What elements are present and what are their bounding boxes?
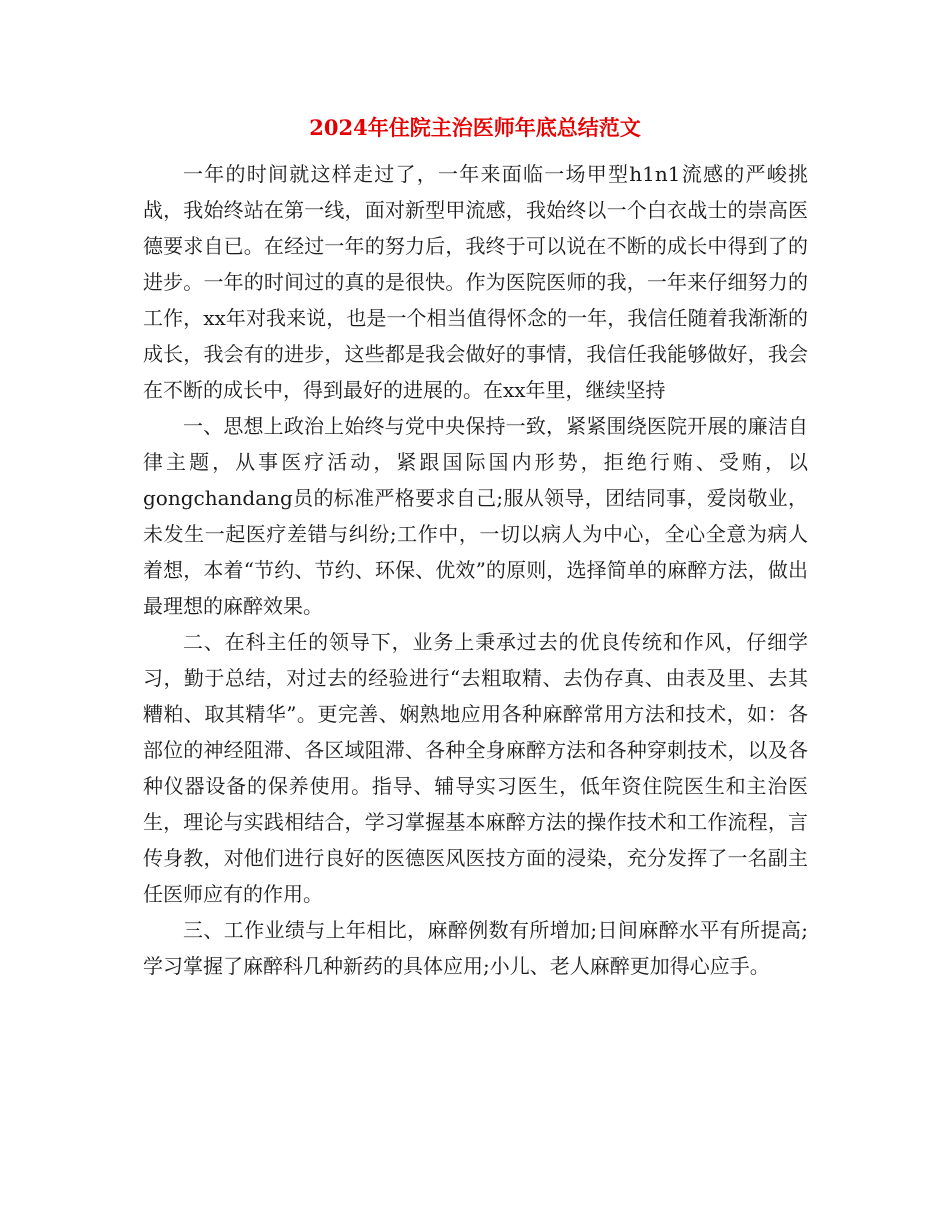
paragraph-intro: 一年的时间就这样走过了，一年来面临一场甲型h1n1流感的严峻挑战，我始终站在第一线，面对新型甲流感，我始终以一个白衣战士的崇高医德要求自已。在经过一年的努力后，我终于可以说在不断的成长中得到了的进步。一年的时间过的真的是很快。作为医院医师的我，一年来仔细努力的工作，xx年对我来说，也是一个相当值得怀念的一年，我信任随着我渐渐的成长，我会有的进步，这些都是我会做好的事情，我信任我能够做好，我会在不断的成长中，得到最好的进展的。在xx年里，继续坚持 bbox=[143, 162, 808, 402]
paragraph-section-three: 三、工作业绩与上年相比，麻醉例数有所增加;日间麻醉水平有所提高;学习掌握了麻醉科几种新药的具体应用;小儿、老人麻醉更加得心应手。 bbox=[143, 918, 808, 978]
document-title: 2024年住院主治医师年底总结范文 bbox=[309, 115, 641, 140]
paragraph-section-one: 一、思想上政治上始终与党中央保持一致，紧紧围绕医院开展的廉洁自律主题，从事医疗活动，紧跟国际国内形势，拒绝行贿、受贿，以gongchandang员的标准严格要求自己;服从领导，团结同事，爱岗敬业，未发生一起医疗差错与纠纷;工作中，一切以病人为中心，全心全意为病人着想，本着“节约、节约、环保、优效”的原则，选择简单的麻醉方法，做出最理想的麻醉效果。 bbox=[143, 414, 808, 618]
paragraph-section-two: 二、在科主任的领导下，业务上秉承过去的优良传统和作风，仔细学习，勤于总结，对过去的经验进行“去粗取精、去伪存真、由表及里、去其糟粕、取其精华”。更完善、娴熟地应用各种麻醉常用方法和技术，如：各部位的神经阻滞、各区域阻滞、各种全身麻醉方法和各种穿刺技术，以及各种仪器设备的保养使用。指导、辅导实习医生，低年资住院医生和主治医生，理论与实践相结合，学习掌握基本麻醉方法的操作技术和工作流程，言传身教，对他们进行良好的医德医风医技方面的浸染，充分发挥了一名副主任医师应有的作用。 bbox=[143, 630, 808, 906]
document-body bbox=[143, 156, 808, 984]
